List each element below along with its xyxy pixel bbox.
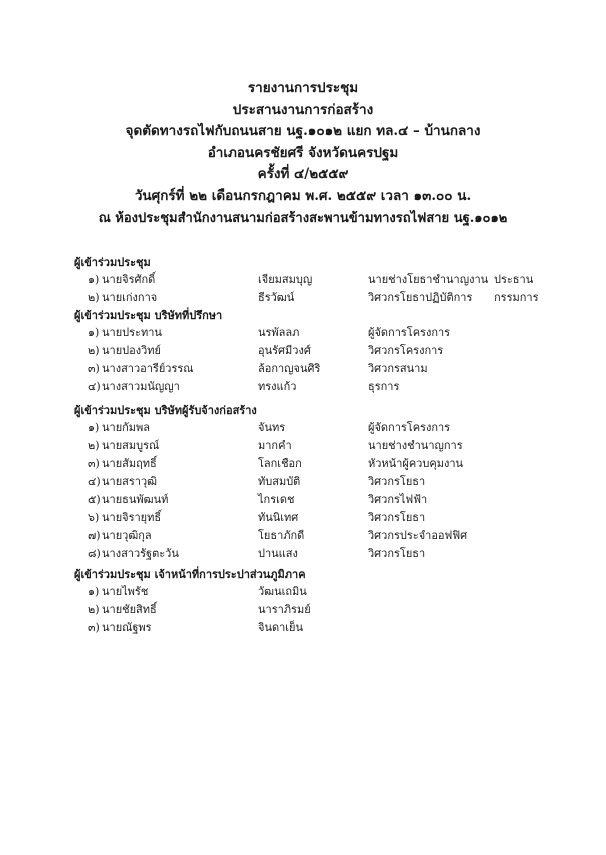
attendee-number: ๑) bbox=[88, 273, 100, 286]
meeting-number: ครั้งที่ ๔/๒๕๕๙ bbox=[257, 166, 349, 183]
attendee-role: กรรมการ bbox=[494, 291, 539, 304]
attendee-number: ๒) bbox=[88, 344, 100, 357]
attendee-last-name: มากคำ bbox=[258, 439, 292, 452]
attendee-section-waterworks bbox=[74, 566, 574, 637]
attendee-row bbox=[74, 271, 574, 289]
attendee-row bbox=[74, 491, 574, 509]
attendee-row bbox=[74, 419, 574, 437]
attendee-section-consultant bbox=[74, 307, 574, 396]
attendee-number: ๑) bbox=[88, 585, 100, 598]
attendee-position: ผู้จัดการโครงการ bbox=[368, 421, 451, 434]
attendee-position: นายช่างโยธาชำนาญงาน bbox=[368, 273, 489, 286]
attendee-number: ๔) bbox=[88, 380, 101, 393]
attendee-position: วิศวกรโยธา bbox=[368, 547, 426, 560]
attendee-row bbox=[74, 473, 574, 491]
attendee-position: วิศวกรประจำออฟฟิศ bbox=[368, 529, 468, 542]
attendee-position: วิศวกรโยธา bbox=[368, 475, 426, 488]
meeting-date-time: วันศุกร์ที่ ๒๒ เดือนกรกฎาคม พ.ศ. ๒๕๕๙ เวลา ๑๓.๐๐ น. bbox=[134, 187, 472, 204]
attendee-last-name: ล้อกาญจนศิริ bbox=[258, 362, 321, 375]
meeting-venue: ณ ห้องประชุมสำนักงานสนามก่อสร้างสะพานข้ามทางรถไฟสาย นฐ.๑๐๑๒ bbox=[98, 210, 508, 226]
attendee-row bbox=[74, 545, 574, 563]
attendee-last-name: ธีรวัฒน์ bbox=[258, 291, 295, 304]
attendee-position: หัวหน้าผู้ควบคุมงาน bbox=[368, 457, 464, 470]
attendee-row bbox=[74, 527, 574, 545]
attendee-last-name: ทรงแก้ว bbox=[258, 380, 297, 393]
attendee-first-name: นางสาวมนัญญา bbox=[102, 380, 180, 393]
attendee-row bbox=[74, 289, 574, 307]
attendee-first-name: นางสาวรัฐตะวัน bbox=[102, 547, 179, 560]
attendee-first-name: นายสมบูรณ์ bbox=[102, 439, 160, 452]
attendee-first-name: นายประทาน bbox=[102, 326, 162, 339]
attendee-last-name: ไกรเดช bbox=[258, 493, 295, 506]
attendee-position: วิศวกรโยธาปฏิบัติการ bbox=[368, 291, 473, 304]
attendee-last-name: ทันนิเทศ bbox=[258, 511, 299, 524]
attendee-section-committee bbox=[74, 254, 574, 307]
district-province: อำเภอนครชัยศรี จังหวัดนครปฐม bbox=[207, 144, 399, 161]
attendee-last-name: จันทร bbox=[258, 421, 286, 434]
attendee-first-name: นายจิรศักดิ์ bbox=[102, 273, 156, 286]
attendee-position: วิศวกรโยธา bbox=[368, 511, 426, 524]
attendee-number: ๔) bbox=[88, 475, 101, 488]
attendee-last-name: เจียมสมบุญ bbox=[258, 273, 313, 286]
attendee-row bbox=[74, 324, 574, 342]
attendee-first-name: นายกัมพล bbox=[102, 421, 151, 434]
attendee-number: ๓) bbox=[88, 621, 100, 634]
attendee-first-name: นายชัยสิทธิ์ bbox=[102, 603, 157, 616]
attendee-number: ๘) bbox=[88, 547, 101, 560]
attendee-number: ๓) bbox=[88, 362, 100, 375]
section-title: ผู้เข้าร่วมประชุม bbox=[74, 256, 151, 269]
attendee-number: ๓) bbox=[88, 457, 100, 470]
attendee-first-name: นายเก่งกาจ bbox=[102, 291, 158, 304]
attendee-first-name: นายไพรัช bbox=[102, 585, 149, 598]
attendee-first-name: นายณัฐพร bbox=[102, 621, 152, 634]
attendee-row bbox=[74, 360, 574, 378]
attendee-role: ประธาน bbox=[494, 273, 534, 286]
attendee-position: วิศวกรโครงการ bbox=[368, 344, 444, 357]
section-title: ผู้เข้าร่วมประชุม บริษัทที่ปรึกษา bbox=[74, 309, 223, 322]
attendee-number: ๑) bbox=[88, 326, 100, 339]
attendee-last-name: โลกเชือก bbox=[258, 457, 302, 470]
attendee-number: ๑) bbox=[88, 421, 100, 434]
attendee-first-name: นายสราวุฒิ bbox=[102, 475, 158, 488]
attendee-row bbox=[74, 342, 574, 360]
attendee-number: ๒) bbox=[88, 439, 100, 452]
attendee-position: นายช่างชำนาญการ bbox=[368, 439, 463, 452]
attendee-position: วิศวกรสนาม bbox=[368, 362, 428, 375]
attendee-first-name: นายสัมฤทธิ์ bbox=[102, 457, 157, 470]
attendee-first-name: นางสาวอารีย์วรรณ bbox=[102, 362, 194, 375]
attendee-number: ๒) bbox=[88, 603, 100, 616]
attendee-row bbox=[74, 509, 574, 527]
attendee-number: ๒) bbox=[88, 291, 100, 304]
report-subtitle: ประสานงานการก่อสร้าง bbox=[232, 101, 374, 118]
attendee-position: วิศวกรไฟฟ้า bbox=[368, 493, 428, 506]
section-title: ผู้เข้าร่วมประชุม เจ้าหน้าที่การประปาส่วนภูมิภาค bbox=[74, 568, 306, 581]
attendee-last-name: โยธาภักดี bbox=[258, 529, 305, 542]
project-location: จุดตัดทางรถไฟกับถนนสาย นฐ.๑๐๑๒ แยก ทล.๔ – บ้านกลาง bbox=[125, 123, 481, 140]
report-title: รายงานการประชุม bbox=[247, 80, 359, 96]
attendee-last-name: จินดาเย็น bbox=[258, 621, 304, 634]
attendee-row bbox=[74, 455, 574, 473]
attendee-row bbox=[74, 583, 574, 601]
attendee-row bbox=[74, 437, 574, 455]
attendee-number: ๖) bbox=[88, 511, 100, 524]
attendee-position: ธุรการ bbox=[368, 380, 400, 393]
attendee-last-name: วัฒนเถมิน bbox=[258, 585, 307, 598]
attendee-first-name: นายธนพัฒนท์ bbox=[102, 493, 169, 506]
attendee-row bbox=[74, 619, 574, 637]
attendee-first-name: นายจิรายุทธิ์ bbox=[102, 511, 162, 524]
attendee-row bbox=[74, 378, 574, 396]
attendee-row bbox=[74, 601, 574, 619]
attendee-last-name: ทับสมบัติ bbox=[258, 475, 301, 488]
attendee-last-name: นรพัลลภ bbox=[258, 326, 300, 339]
attendee-last-name: อุนรัศมีวงศ์ bbox=[258, 344, 311, 357]
attendee-number: ๕) bbox=[88, 493, 101, 506]
attendee-last-name: ปานแสง bbox=[258, 547, 298, 560]
attendee-number: ๗) bbox=[88, 529, 101, 542]
report-header bbox=[0, 78, 606, 229]
attendee-first-name: นายปองวิทย์ bbox=[102, 344, 161, 357]
section-title: ผู้เข้าร่วมประชุม บริษัทผู้รับจ้างก่อสร้าง bbox=[74, 404, 257, 417]
attendee-section-contractor bbox=[74, 402, 574, 563]
attendee-last-name: นาราภิรมย์ bbox=[258, 603, 311, 616]
attendee-position: ผู้จัดการโครงการ bbox=[368, 326, 451, 339]
attendee-first-name: นายวุฒิกุล bbox=[102, 529, 152, 542]
